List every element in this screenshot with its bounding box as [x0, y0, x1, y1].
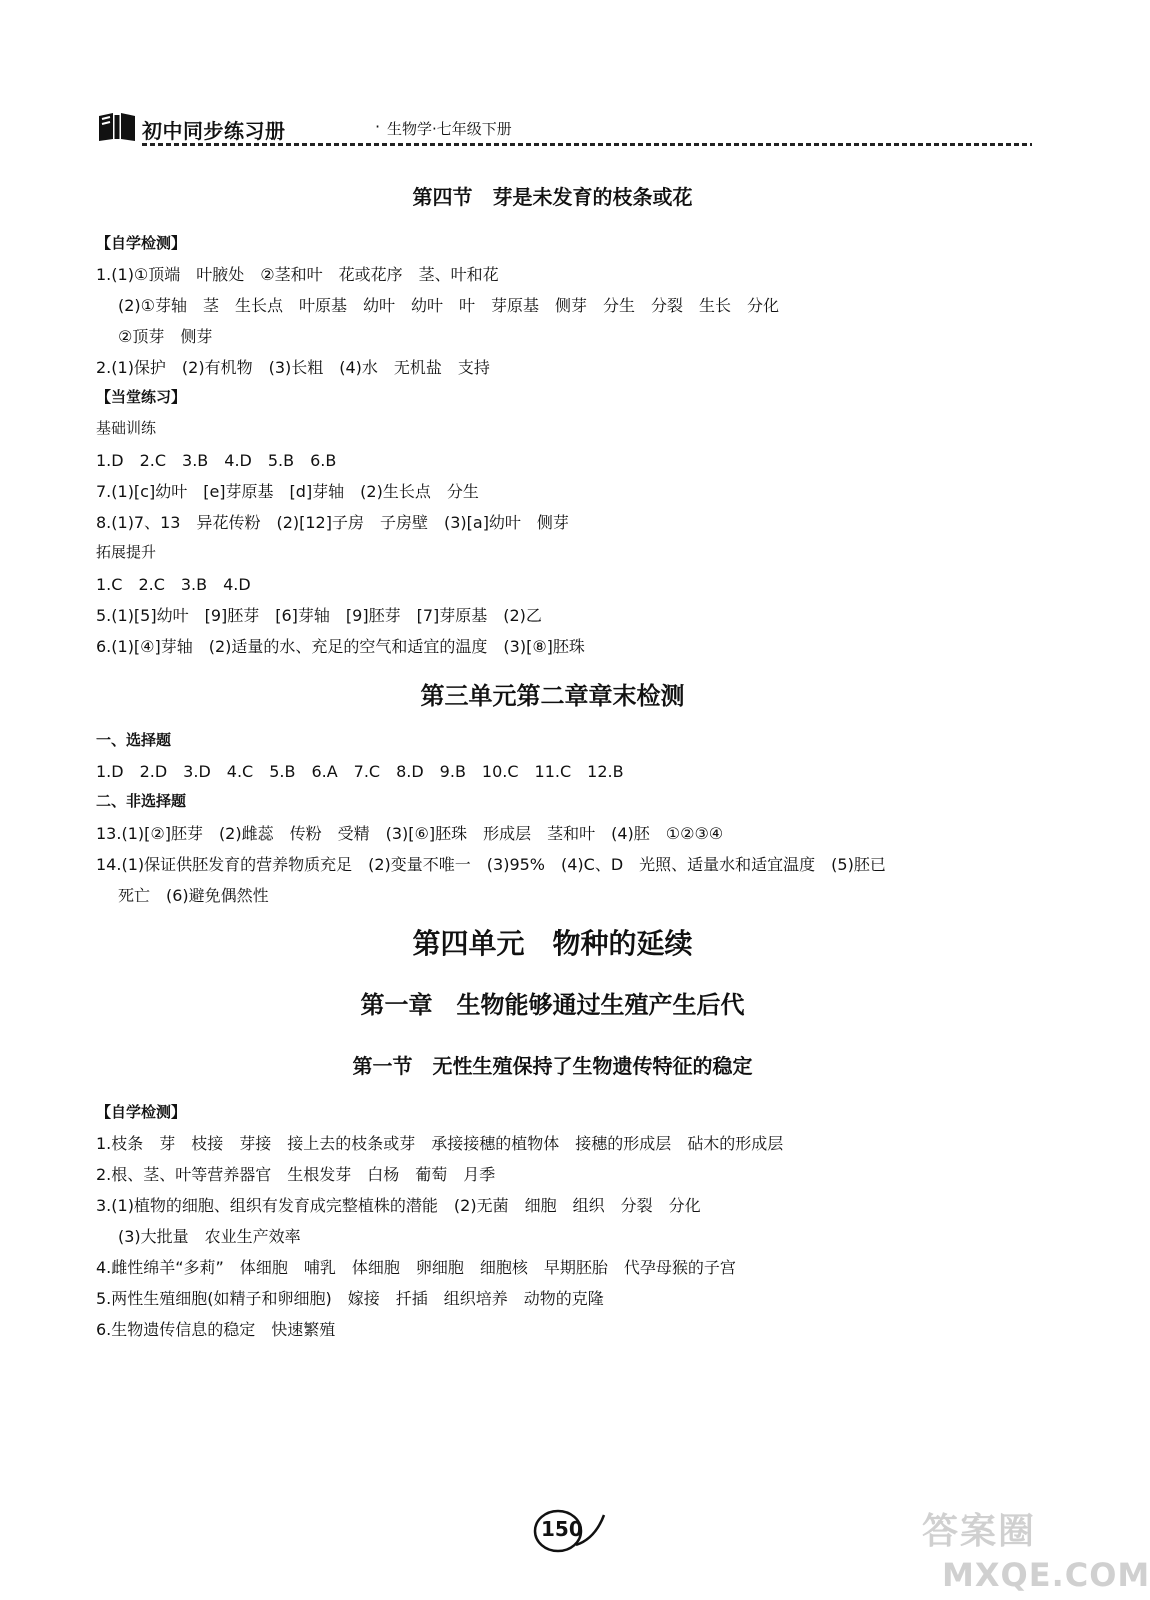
- answer-line: 5.两性生殖细胞(如精子和卵细胞) 嫁接 扦插 组织培养 动物的克隆: [96, 1289, 604, 1308]
- answer-line: 1.(1)①顶端 叶腋处 ②茎和叶 花或花序 茎、叶和花: [96, 265, 499, 284]
- subject-label: 生物学·七年级下册: [387, 120, 512, 138]
- answer-line: (3)大批量 农业生产效率: [118, 1227, 301, 1246]
- section-label: 二、非选择题: [96, 792, 187, 810]
- answer-line: 2.根、茎、叶等营养器官 生根发芽 白杨 葡萄 月季: [96, 1165, 496, 1184]
- answer-line: 6.(1)[④]芽轴 (2)适量的水、充足的空气和适宜的温度 (3)[⑧]胚珠: [96, 637, 585, 656]
- answer-line: 1.D 2.C 3.B 4.D 5.B 6.B: [96, 451, 337, 470]
- answer-line: 3.(1)植物的细胞、组织有发育成完整植株的潜能 (2)无菌 细胞 组织 分裂 分化: [96, 1196, 701, 1215]
- answer-line: 4.雌性绵羊“多莉” 体细胞 哺乳 体细胞 卵细胞 细胞核 早期胚胎 代孕母猴的子宫: [96, 1258, 736, 1277]
- section-label: 【自学检测】: [96, 234, 187, 252]
- page-header: [96, 112, 1036, 142]
- section-title: 第四节 芽是未发育的枝条或花: [412, 185, 693, 209]
- answer-line: 2.(1)保护 (2)有机物 (3)长粗 (4)水 无机盐 支持: [96, 358, 490, 377]
- header-separator: ·: [375, 117, 381, 136]
- answer-line: ②顶芽 侧芽: [118, 327, 213, 346]
- section-title: 第一节 无性生殖保持了生物遗传特征的稳定: [352, 1054, 753, 1078]
- section-label: 一、选择题: [96, 731, 172, 749]
- subsection-label: 基础训练: [96, 419, 157, 437]
- answer-line: 14.(1)保证供胚发育的营养物质充足 (2)变量不唯一 (3)95% (4)C、D 光照、适量水和适宜温度 (5)胚已: [96, 855, 886, 874]
- answer-line: 1.C 2.C 3.B 4.D: [96, 575, 251, 594]
- answer-line: 死亡 (6)避免偶然性: [118, 886, 269, 905]
- watermark-logo: 答案圈: [922, 1511, 1037, 1552]
- subsection-label: 拓展提升: [96, 543, 157, 561]
- answer-line: 13.(1)[②]胚芽 (2)雌蕊 传粉 受精 (3)[⑥]胚珠 形成层 茎和叶 (4)胚 ①②③④: [96, 824, 724, 843]
- answer-line: 7.(1)[c]幼叶 [e]芽原基 [d]芽轴 (2)生长点 分生: [96, 482, 479, 501]
- book-title: 初中同步练习册: [142, 119, 286, 143]
- answer-line: 1.枝条 芽 枝接 芽接 接上去的枝条或芽 承接接穗的植物体 接穗的形成层 砧木的形成层: [96, 1134, 784, 1153]
- answer-line: 6.生物遗传信息的稳定 快速繁殖: [96, 1320, 336, 1339]
- page-number: 150: [541, 1517, 583, 1541]
- book-logo-icon: [96, 112, 138, 142]
- answer-line: 1.D 2.D 3.D 4.C 5.B 6.A 7.C 8.D 9.B 10.C 11.C 12.B: [96, 762, 624, 781]
- answer-line: 8.(1)7、13 异花传粉 (2)[12]子房 子房壁 (3)[a]幼叶 侧芽: [96, 513, 569, 532]
- unit-title: 第四单元 物种的延续: [412, 927, 693, 960]
- chapter-test-title: 第三单元第二章章末检测: [420, 682, 685, 710]
- header-rule: [142, 143, 1032, 146]
- section-label: 【当堂练习】: [96, 388, 187, 406]
- watermark-url: MXQE.COM: [942, 1556, 1150, 1594]
- answer-line: 5.(1)[5]幼叶 [9]胚芽 [6]芽轴 [9]胚芽 [7]芽原基 (2)乙: [96, 606, 542, 625]
- section-label: 【自学检测】: [96, 1103, 187, 1121]
- chapter-title: 第一章 生物能够通过生殖产生后代: [360, 991, 745, 1019]
- answer-line: (2)①芽轴 茎 生长点 叶原基 幼叶 幼叶 叶 芽原基 侧芽 分生 分裂 生长 分化: [118, 296, 780, 315]
